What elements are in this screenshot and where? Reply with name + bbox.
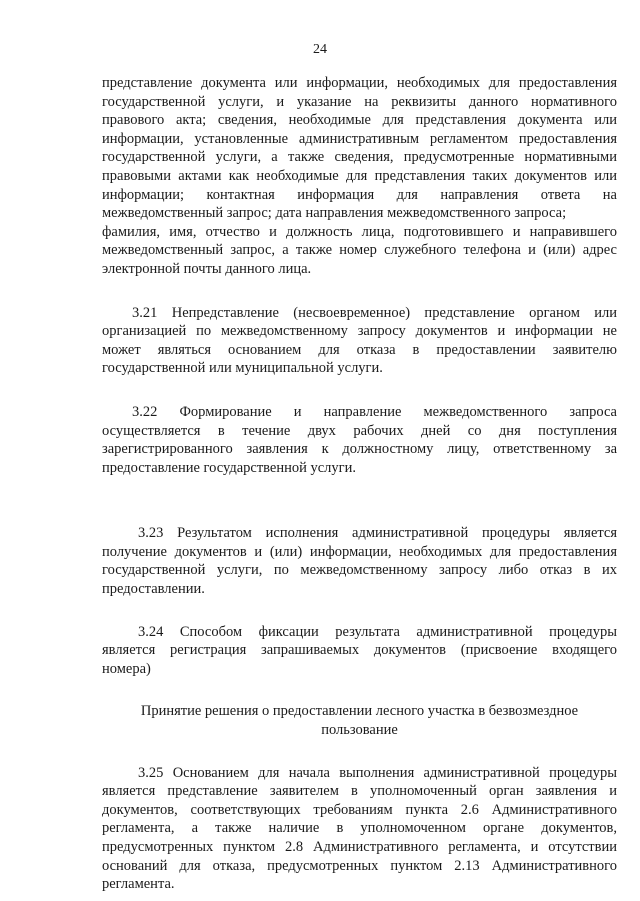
paragraph-3-24 <box>102 623 617 679</box>
text-line: информации; контактная информация для направления ответа на <box>102 186 617 203</box>
heading-line: Принятие решения о предоставлении лесного участка в безвозмездное <box>140 703 579 720</box>
text-line: государственной услуги, и указание на реквизиты данного нормативного <box>102 93 617 110</box>
paragraph-3-21 <box>102 304 617 378</box>
text-line: получение документов и (или) информации, необходимых для предоставления <box>102 543 617 560</box>
text-line: 3.24 Способом фиксации результата административной процедуры <box>138 623 617 640</box>
paragraph-3-23 <box>102 524 617 598</box>
text-line: организацией по межведомственному запросу документов и информации не <box>102 323 617 340</box>
paragraph-intro <box>102 74 617 279</box>
document-body <box>102 74 617 894</box>
text-line: осуществляется в течение двух рабочих дней со дня поступления <box>102 422 617 439</box>
text-line: регламента, а также наличие в уполномоченном органе документов, <box>102 820 617 837</box>
text-line: межведомственный запрос, а также номер служебного телефона и (или) адрес <box>102 242 617 259</box>
text-line: фамилия, имя, отчество и должность лица, подготовившего и направившего <box>102 223 617 240</box>
section-heading <box>102 702 617 739</box>
text-line: государственной услуги, по межведомственному запросу либо отказ в их <box>102 562 617 579</box>
paragraph-3-22 <box>102 403 617 477</box>
text-line: представление документа или информации, необходимых для предоставления <box>102 75 617 91</box>
text-line: является регистрация запрашиваемых документов (присвоение входящего <box>102 642 617 659</box>
text-line: электронной почты данного лица. <box>102 260 312 277</box>
text-line: правового акта; сведения, необходимые для представления документа или <box>102 112 617 129</box>
text-line: информации, установленные административным регламентом предоставления <box>102 130 617 147</box>
text-line: может являться основанием для отказа в предоставлении заявителю <box>102 341 617 358</box>
text-line: правовыми актами как необходимые для представления таких документов или <box>102 167 617 184</box>
text-line: зарегистрированного заявления к должностному лицу, ответственному за <box>102 441 617 458</box>
text-line: номера) <box>102 660 151 677</box>
text-line: является представление заявителем в уполномоченный орган заявления и <box>102 783 617 800</box>
text-line: предусмотренных пунктом 2.8 Административного регламента, и отсутствии <box>102 839 617 855</box>
text-line: 3.23 Результатом исполнения административной процедуры является <box>138 525 617 542</box>
text-line: документов, соответствующих требованиям пункта 2.6 Административного <box>102 801 617 818</box>
text-line: 3.22 Формирование и направление межведомственного запроса <box>132 403 617 420</box>
paragraph-3-25 <box>102 764 617 894</box>
heading-line: пользование <box>321 722 398 739</box>
text-line: 3.25 Основанием для начала выполнения административной процедуры <box>138 764 617 781</box>
text-line: регламента. <box>102 876 175 893</box>
page-number: 24 <box>313 42 327 57</box>
text-line: оснований для отказа, предусмотренных пунктом 2.13 Административного <box>102 857 617 874</box>
text-line: межведомственный запрос; дата направления межведомственного запроса; <box>102 205 567 222</box>
text-line: предоставление государственной услуги. <box>102 459 357 476</box>
text-line: государственной или муниципальной услуги. <box>102 360 383 377</box>
text-line: предоставлении. <box>102 581 205 598</box>
text-line: 3.21 Непредставление (несвоевременное) представление органом или <box>132 304 617 321</box>
text-line: государственной услуги, а также сведения, предусмотренные нормативными <box>102 149 617 166</box>
